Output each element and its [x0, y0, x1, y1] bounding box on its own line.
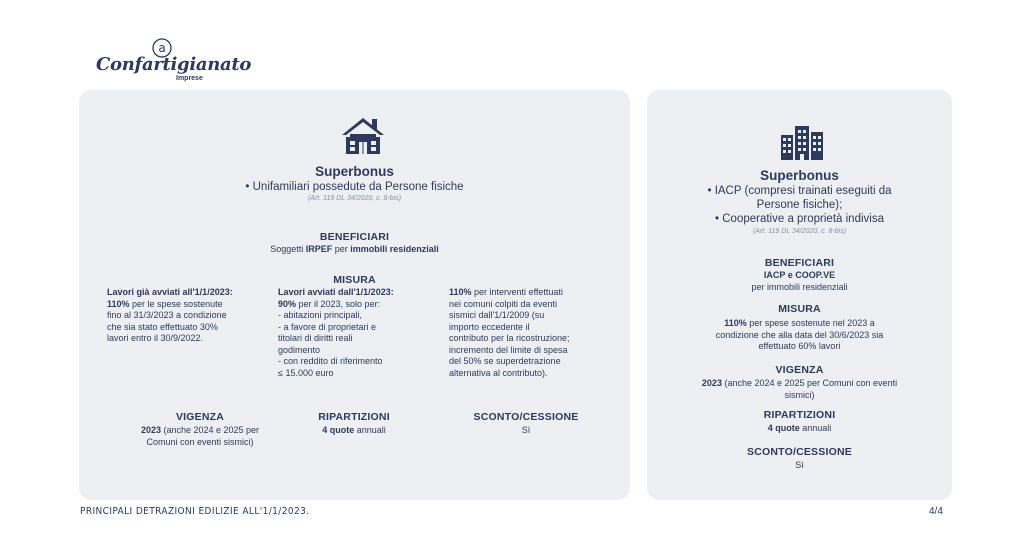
left-misura-heading: MISURA: [333, 274, 376, 286]
left-ripartizioni-text: 4 quote annuali: [322, 425, 386, 435]
confartigianato-logo: [96, 38, 252, 88]
page-number: 4/4: [929, 506, 943, 517]
right-beneficiari-text: IACP e COOP.VE per immobili residenziali: [751, 270, 848, 292]
left-beneficiari-heading: BENEFICIARI: [319, 231, 390, 243]
left-title: Superbonus: [315, 164, 394, 179]
house-icon: [340, 115, 386, 157]
left-sconto-heading: SCONTO/CESSIONE: [473, 411, 579, 423]
right-card: [647, 90, 952, 500]
right-legal-reference: (Art. 119 DL 34/2020, c. 8-bis): [752, 228, 847, 235]
left-misura-col-2: Lavori avviati dall'1/1/2023: 90% per il 2023, solo per: - abitazioni principali, - a favore di proprietari e titolari di diritti reali godimento - con reddito di riferimento ≤ 15.000 euro: [278, 287, 394, 378]
right-sconto-text: Sì: [795, 460, 804, 470]
right-beneficiari-heading: BENEFICIARI: [764, 257, 835, 269]
left-vigenza-text: 2023 (anche 2024 e 2025 per Comuni con eventi sismici): [140, 425, 260, 447]
right-vigenza-heading: VIGENZA: [775, 364, 824, 376]
right-ripartizioni-text: 4 quote annuali: [767, 423, 832, 433]
right-subtitle: • IACP (compresi trainati eseguiti da Persone fisiche); • Cooperative a proprietà indivisa: [707, 185, 892, 225]
svg-text:a: a: [158, 41, 166, 55]
left-vigenza-heading: VIGENZA: [175, 411, 225, 423]
logo-text: Confartigianato: [96, 54, 252, 75]
left-legal-reference: (Art. 119 DL 34/2020, c. 8-bis): [307, 195, 402, 202]
right-vigenza-text: 2023 (anche 2024 e 2025 per Comuni con eventi sismici): [701, 378, 898, 400]
right-title: Superbonus: [760, 168, 839, 183]
left-sconto-text: Sì: [521, 425, 531, 435]
right-ripartizioni-heading: RIPARTIZIONI: [763, 409, 836, 421]
right-misura-text: 110% per spese sostenute nel 2023 a condizione che alla data del 30/6/2023 sia effettuato 60% lavori: [715, 318, 884, 351]
right-misura-heading: MISURA: [778, 303, 821, 315]
left-misura-col-1: Lavori già avviati all'1/1/2023: 110% per le spese sostenute fino al 31/3/2023 a condizione che sia stato effettuato 30% lavori entro il 30/9/2022.: [107, 287, 233, 343]
logo-subtext: Imprese: [176, 75, 203, 82]
left-ripartizioni-heading: RIPARTIZIONI: [318, 411, 390, 423]
right-sconto-heading: SCONTO/CESSIONE: [747, 446, 852, 458]
left-misura-col-3: 110% per interventi effettuati nei comuni colpiti da eventi sismici dall'1/1/2009 (su importo eccedente il contributo per la ricostruzione; incremento del limite di spesa del 50% se superdetrazione alternativa al contributo).: [449, 287, 570, 378]
left-beneficiari-text: Soggetti IRPEF per immobili residenziali: [270, 244, 439, 254]
left-card: [79, 90, 630, 500]
footer-title: PRINCIPALI DETRAZIONI EDILIZIE ALL'1/1/2023.: [80, 506, 310, 517]
buildings-icon: [780, 126, 824, 160]
left-subtitle: • Unifamiliari possedute da Persone fisiche: [245, 181, 464, 193]
